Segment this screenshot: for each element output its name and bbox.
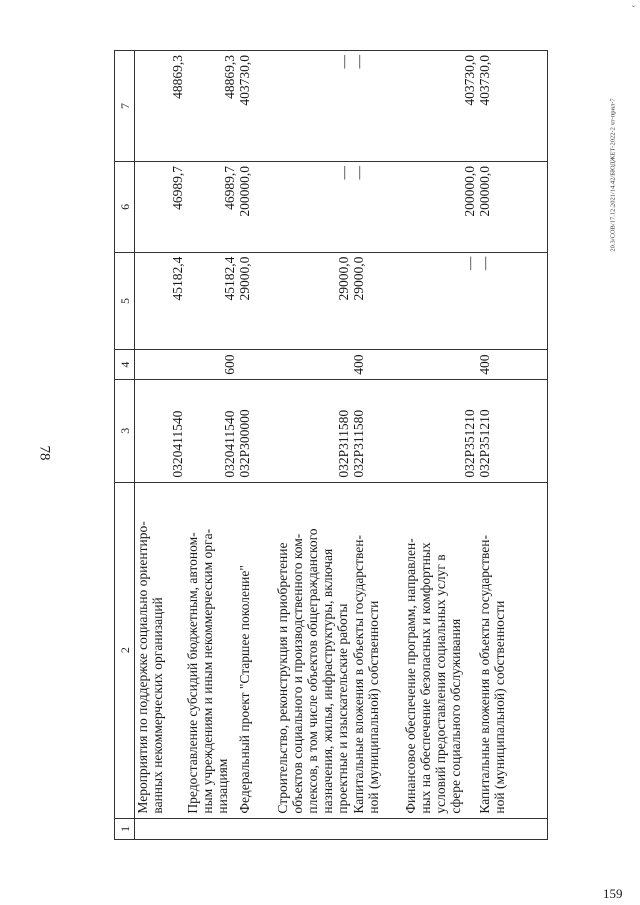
row-value-7: — [351,51,403,162]
row-value-6: — [275,162,351,253]
row-value-6: 200000,0 [237,162,275,253]
row-code: 0320411540 [185,379,237,482]
header-col-6: 6 [115,162,135,253]
header-col-3: 3 [115,379,135,482]
row-name: Финансовое обеспечение программ, направлен- ных на обеспечение безопасных и комфортных условий предоставления социальных услуг в сфере социального обслуживания [403,482,477,818]
table-row [403,51,477,840]
page-number-bottom: 159 [603,886,623,901]
table-row [351,51,403,840]
row-type: 400 [351,350,403,380]
table-row [185,51,237,840]
row-value-5: — [477,252,548,350]
corner-mark: ˇ [632,4,635,14]
row-type [275,350,351,380]
row-value-6: 200000,0 [403,162,477,253]
row-name: Капитальные вложения в объекты государствен- ной (муниципальной) собственности [477,482,548,818]
budget-table [114,50,548,840]
row-value-7: — [275,51,351,162]
row-name: Строительство, реконструкция и приобретение объектов социального и производственного ком- плексов, в том числе объектов общегражданского назначения, жилья, инфраструктуры, включая проектные и изыскательские работы [275,482,351,818]
row-value-5: 45182,4 [135,252,186,350]
row-name: Мероприятия по поддержке социально ориентиро- ванных некоммерческих организаций [135,482,186,818]
row-value-6: 46989,7 [135,162,186,253]
row-value-5: 29000,0 [237,252,275,350]
page-number-top: 78 [36,445,53,461]
row-value-7: 403730,0 [403,51,477,162]
row-name: Предоставление субсидий бюджетным, автоном- ным учреждениям и иным некоммерческим орга- низациям [185,482,237,818]
row-type [135,350,186,380]
row-value-5: — [403,252,477,350]
header-col-7: 7 [115,51,135,162]
row-type: 400 [477,350,548,380]
table-row [275,51,351,840]
row-name: Капитальные вложения в объекты государствен- ной (муниципальной) собственности [351,482,403,818]
row-value-5: 29000,0 [275,252,351,350]
header-col-4: 4 [115,350,135,380]
row-type: 600 [185,350,237,380]
row-value-6: 200000,0 [477,162,548,253]
row-type [403,350,477,380]
row-value-7: 403730,0 [237,51,275,162]
table-row [135,51,186,840]
row-code: 032P311580 [275,379,351,482]
header-col-2: 2 [115,482,135,818]
row-value-5: 45182,4 [185,252,237,350]
row-type [237,350,275,380]
row-code: 032P311580 [351,379,403,482]
footer-document-code: 20.3/СОВ/17.12.2021/14.42/БЮДЖЕТ-2022-2 чт-прил-7 [609,98,617,252]
row-name: Федеральный проект "Старшее поколение" [237,482,275,818]
row-value-7: 48869,3 [185,51,237,162]
row-code: 032P351210 [477,379,548,482]
header-col-1: 1 [115,818,135,839]
table-row [477,51,548,840]
table-header-row [115,51,135,840]
row-value-5: 29000,0 [351,252,403,350]
rotated-table-container [114,50,564,840]
row-value-7: 403730,0 [477,51,548,162]
row-code: 032P300000 [237,379,275,482]
row-value-6: — [351,162,403,253]
row-code: 0320411540 [135,379,186,482]
row-code: 032P351210 [403,379,477,482]
row-value-6: 46989,7 [185,162,237,253]
row-value-7: 48869,3 [135,51,186,162]
table-row [237,51,275,840]
header-col-5: 5 [115,252,135,350]
